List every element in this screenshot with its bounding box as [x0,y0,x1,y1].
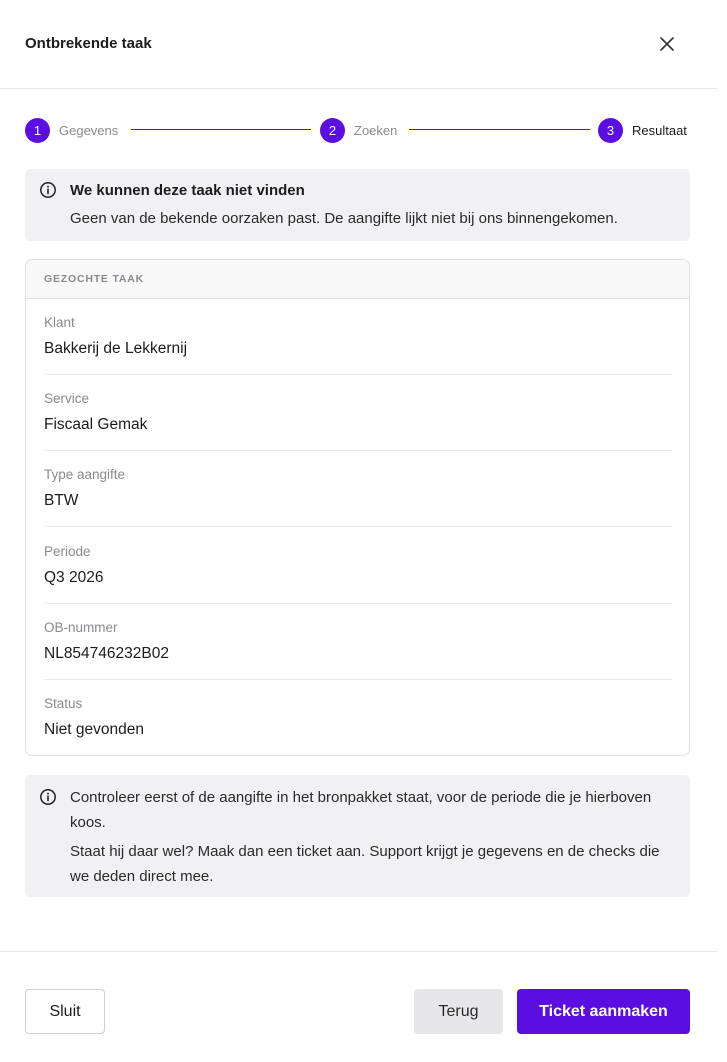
searched-task-card [25,259,690,756]
close-button[interactable] [656,33,678,55]
stepper [25,117,691,143]
field-label: Periode [44,544,91,559]
alert-title: We kunnen deze taak niet vinden [70,182,305,199]
info-icon [39,181,57,199]
field-value: Niet gevonden [44,721,144,738]
card-heading-label: GEZOCHTE TAAK [44,273,145,285]
help-alert [25,775,690,897]
field-service [44,375,672,451]
field-label: Klant [44,315,75,330]
field-value: BTW [44,492,79,509]
step-label: Gegevens [59,122,119,138]
step-label: Zoeken [354,122,398,138]
step-connector [131,129,311,130]
step-connector [409,129,590,130]
step-zoeken[interactable] [320,117,397,143]
dialog-header [0,0,717,89]
step-number: 3 [598,118,623,143]
alert-body: Geen van de bekende oorzaken past. De aangifte lijkt niet bij ons binnengekomen. [70,210,618,227]
create-ticket-button[interactable]: Ticket aanmaken [517,989,690,1034]
field-ob-nummer [44,604,672,680]
close-icon [656,33,678,55]
field-status [44,680,672,756]
field-value: Bakkerij de Lekkernij [44,340,188,357]
not-found-alert [25,169,690,241]
step-number: 1 [25,118,50,143]
field-label: Status [44,696,83,711]
field-periode [44,528,672,604]
field-label: OB-nummer [44,620,118,635]
step-label: Resultaat [632,122,687,138]
card-heading [26,260,689,299]
field-value: Q3 2026 [44,569,104,586]
field-type-aangifte [44,451,672,527]
dialog-footer [0,951,717,1062]
field-label: Service [44,391,90,406]
help-paragraph: Controleer eerst of de aangifte in het bronpakket staat, voor de periode die je hierboven koos. [70,789,652,831]
field-value: NL854746232B02 [44,645,169,662]
step-resultaat[interactable] [598,117,687,143]
back-button[interactable]: Terug [414,989,503,1034]
close-dialog-button[interactable]: Sluit [25,989,105,1034]
info-icon [39,788,57,806]
step-number: 2 [320,118,345,143]
field-label: Type aangifte [44,467,126,482]
dialog-title: Ontbrekende taak [25,35,152,52]
field-value: Fiscaal Gemak [44,416,148,433]
help-paragraph: Staat hij daar wel? Maak dan een ticket aan. Support krijgt je gegevens en de checks die we deden direct mee. [70,843,660,885]
field-klant [44,299,672,375]
step-gegevens[interactable] [25,117,118,143]
